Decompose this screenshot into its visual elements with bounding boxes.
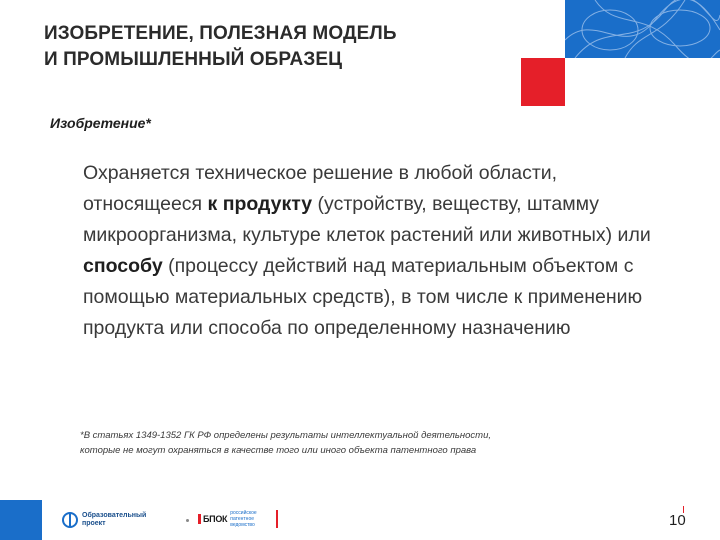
education-project-logo-text: Образовательный проект bbox=[82, 512, 147, 527]
body-bold-product: к продукту bbox=[207, 193, 313, 215]
slide-title bbox=[44, 21, 504, 73]
page-number: 10 bbox=[669, 512, 686, 529]
slide-title-line2: И ПРОМЫШЛЕННЫЙ ОБРАЗЕЦ bbox=[44, 49, 343, 70]
footnote-line1: *В статьях 1349-1352 ГК РФ определены результаты интеллектуальной деятельности, bbox=[80, 430, 492, 441]
body-bold-method: способу bbox=[83, 255, 163, 277]
body-text-part1: Охраняется техническое решение в любой области, относящееся bbox=[83, 162, 558, 215]
footer-red-divider bbox=[276, 510, 278, 528]
slide-title-line1: ИЗОБРЕТЕНИЕ, ПОЛЕЗНАЯ МОДЕЛЬ bbox=[44, 23, 397, 44]
body-text-part3: (процессу действий над материальным объектом с помощью материальных средств), в том числе к применению продукта или способа по определенному назначению bbox=[83, 255, 643, 339]
separator-dot bbox=[186, 519, 189, 522]
footnote bbox=[80, 428, 640, 458]
footnote-line2: которые не могут охраняться в качестве того или иного объекта патентного права bbox=[80, 445, 477, 456]
decorative-blue-block bbox=[565, 0, 720, 58]
section-subtitle: Изобретение* bbox=[50, 115, 151, 131]
education-project-logo bbox=[62, 512, 152, 528]
globe-icon bbox=[62, 512, 78, 528]
patent-office-logo bbox=[198, 510, 260, 528]
footer-blue-block bbox=[0, 500, 42, 540]
patent-office-logo-text: российское патентное ведомство bbox=[230, 510, 257, 528]
body-paragraph bbox=[83, 158, 663, 344]
decorative-red-block bbox=[521, 58, 565, 106]
body-text-part2: (устройству, веществу, штамму микроорганизма, культуре клеток растений или животных) или bbox=[83, 193, 651, 246]
patent-office-logo-mark: БПОК bbox=[198, 514, 227, 524]
decorative-curves bbox=[565, 0, 720, 58]
